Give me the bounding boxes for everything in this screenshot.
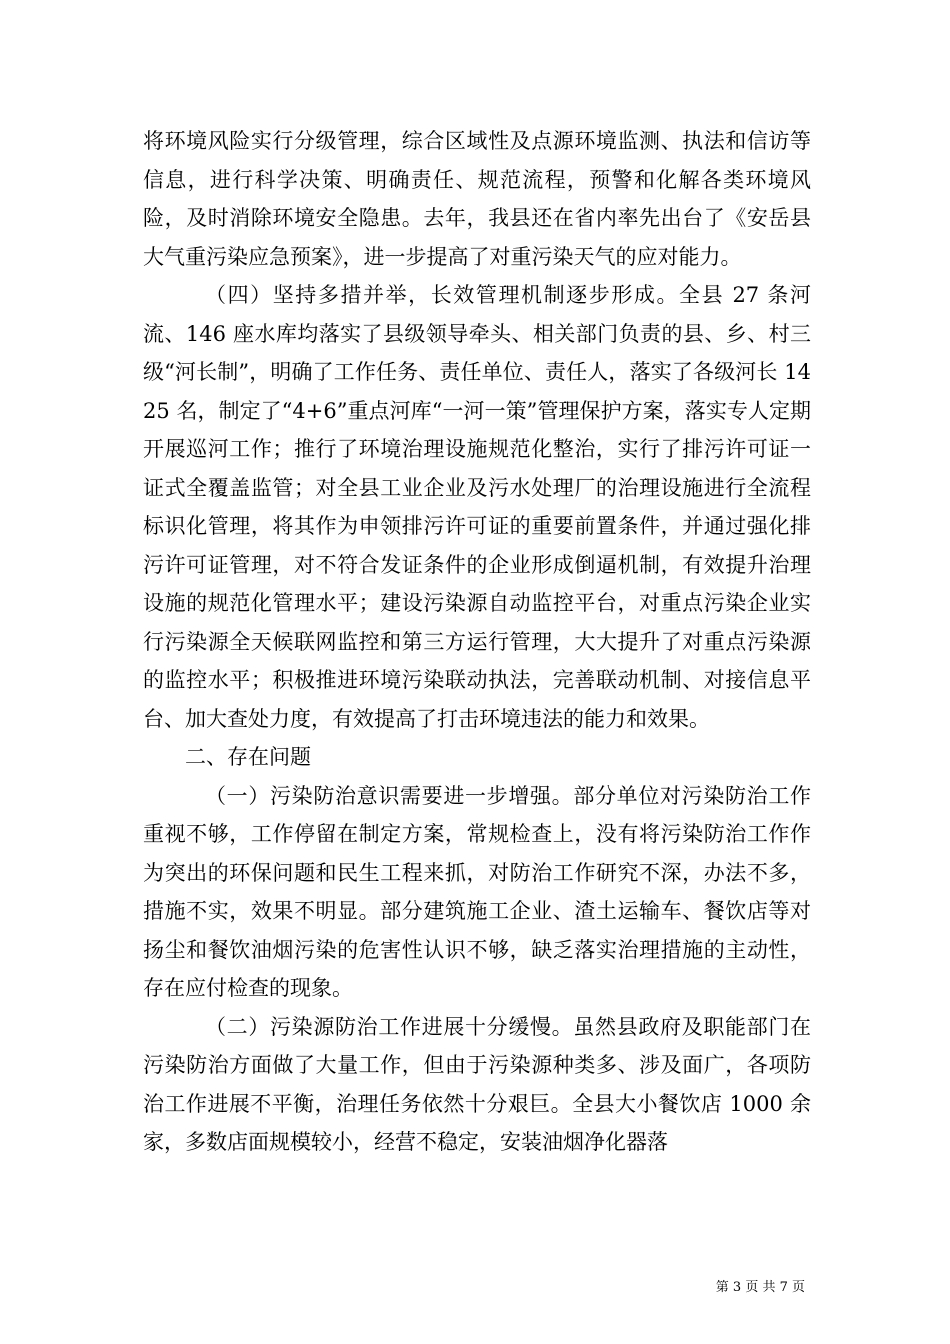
- paragraph-continuation: 将环境风险实行分级管理，综合区域性及点源环境监测、执法和信访等信息，进行科学决策、明确责任、规范流程，预警和化解各类环境风险，及时消除环境安全隐患。去年，我县还在省内率先出台了《安岳县大气重污染应急预案》，进一步提高了对重污染天气的应对能力。: [143, 129, 811, 269]
- paragraph-problem-two: （二）污染源防治工作进展十分缓慢。虽然县政府及职能部门在污染防治方面做了大量工作，但由于污染源种类多、涉及面广，各项防治工作进展不平衡，治理任务依然十分艰巨。全县大小餐饮店 1000 余家，多数店面规模较小，经营不稳定，安装油烟净化器落: [143, 1014, 811, 1154]
- page-number-footer: 第 3 页 共 7 页: [715, 1280, 805, 1295]
- paragraph-section-four: （四）坚持多措并举，长效管理机制逐步形成。全县 27 条河流、146 座水库均落实了县级领导牵头、相关部门负责的县、乡、村三级“河长制”，明确了工作任务、责任单位、责任人，落实了各级河长 1425 名，制定了“4+6”重点河库“一河一策”管理保护方案，落实专人定期开展巡河工作；推行了环境治理设施规范化整治，实行了排污许可证一证式全覆盖监管；对全县工业企业及污水处理厂的治理设施进行全流程标识化管理，将其作为申领排污许可证的重要前置条件，并通过强化排污许可证管理，对不符合发证条件的企业形成倒逼机制，有效提升治理设施的规范化管理水平；建设污染源自动监控平台，对重点污染企业实行污染源全天候联网监控和第三方运行管理，大大提升了对重点污染源的监控水平；积极推进环境污染联动执法，完善联动机制、对接信息平台、加大查处力度，有效提高了打击环境违法的能力和效果。: [143, 283, 811, 731]
- document-body: [143, 122, 811, 1162]
- section-heading-problems: 二、存在问题: [185, 745, 311, 769]
- paragraph-problem-one: （一）污染防治意识需要进一步增强。部分单位对污染防治工作重视不够，工作停留在制定方案，常规检查上，没有将污染防治工作作为突出的环保问题和民生工程来抓，对防治工作研究不深，办法不多，措施不实，效果不明显。部分建筑施工企业、渣土运输车、餐饮店等对扬尘和餐饮油烟污染的危害性认识不够，缺乏落实治理措施的主动性，存在应付检查的现象。: [143, 783, 811, 1000]
